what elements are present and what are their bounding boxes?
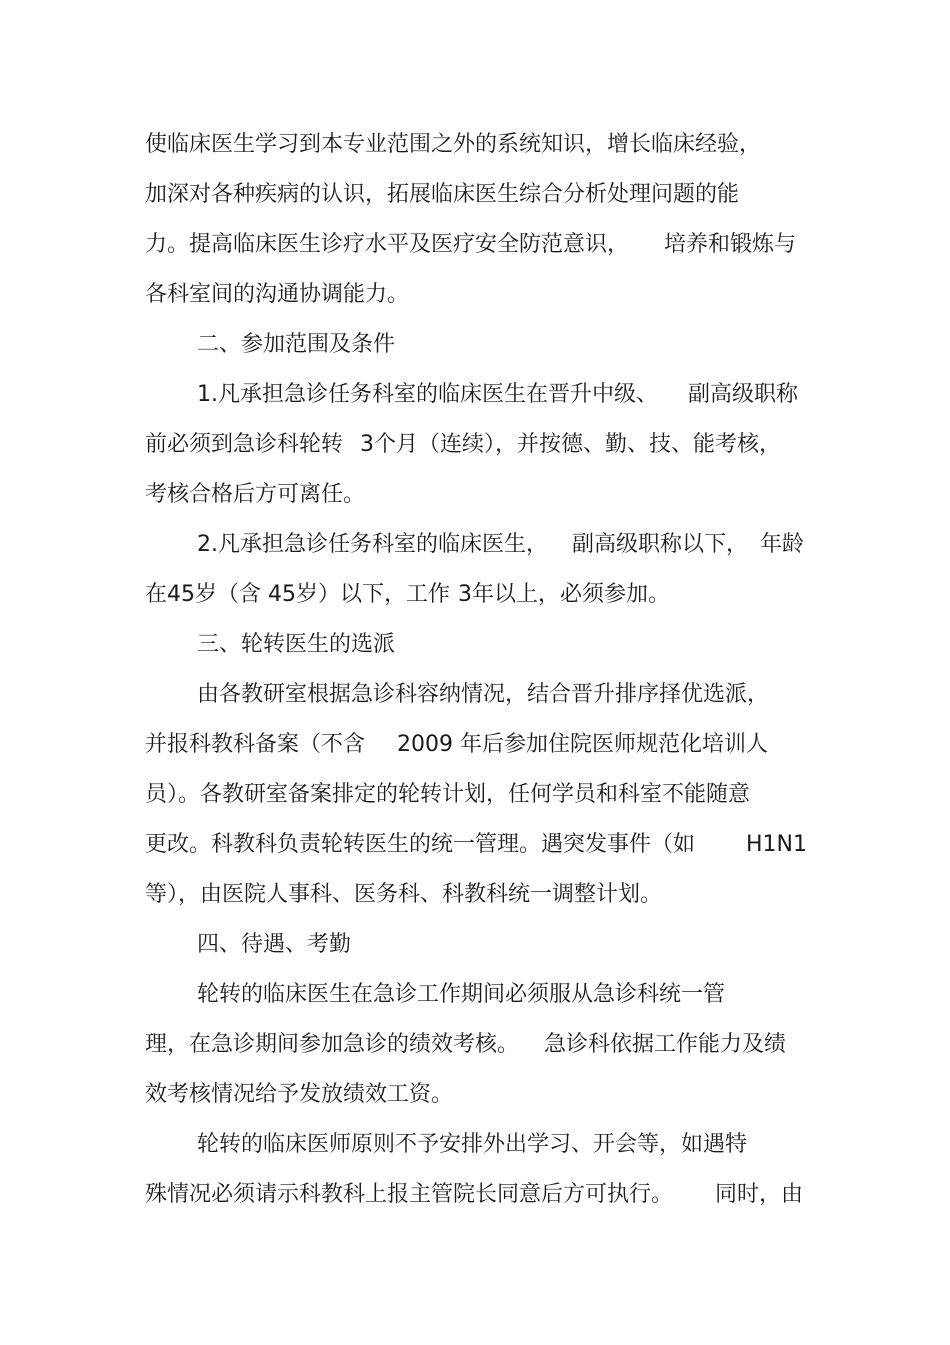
text-run: 前必须到急诊科轮转 [145, 432, 344, 457]
text-run: 同时，由 [715, 1182, 804, 1207]
text-line [0, 880, 950, 910]
text-run: H1N1 [746, 832, 807, 857]
text-run: 急诊科依据工作能力及绩 [544, 1032, 787, 1057]
text-run: 2009 年后参加住院医师规范化培训人 [397, 732, 768, 757]
text-run: 副高级职称 [688, 382, 799, 407]
text-line [0, 1030, 950, 1060]
text-line [0, 730, 950, 760]
text-run: 力。提高临床医生诊疗水平及医疗安全防范意识， [145, 232, 630, 257]
text-run: 在45岁（含 45岁）以下，工作 [145, 582, 450, 607]
text-run: 各科室间的沟通协调能力。 [145, 282, 410, 307]
section-heading [0, 630, 950, 660]
text-line [0, 230, 950, 260]
text-run: 由各教研室根据急诊科容纳情况，结合晋升排序择优选派， [197, 682, 770, 707]
text-line [0, 1180, 950, 1210]
text-line [0, 480, 950, 510]
text-run: 二、参加范围及条件 [197, 332, 396, 357]
text-line [0, 530, 950, 560]
text-run: 副高级职称以下， [572, 532, 749, 557]
text-line [0, 430, 950, 460]
text-line [0, 1080, 950, 1110]
text-run: 培养和锻炼与 [664, 232, 797, 257]
text-run: 3年以上，必须参加。 [458, 582, 670, 607]
text-run: 三、轮转医生的选派 [197, 632, 396, 657]
text-run: 员）。各教研室备案排定的轮转计划，任何学员和科室不能随意 [145, 782, 751, 807]
text-run: 并报科教科备案（不含 [145, 732, 366, 757]
text-run: 加深对各种疾病的认识，拓展临床医生综合分析处理问题的能 [145, 182, 740, 207]
text-line [0, 280, 950, 310]
text-run: 轮转的临床医生在急诊工作期间必须服从急诊科统一管 [197, 982, 726, 1007]
text-line [0, 830, 950, 860]
text-run: 效考核情况给予发放绩效工资。 [145, 1082, 454, 1107]
text-line [0, 1130, 950, 1160]
text-run: 1.凡承担急诊任务科室的临床医生在晋升中级、 [197, 382, 658, 407]
text-line [0, 380, 950, 410]
section-heading [0, 330, 950, 360]
text-line [0, 130, 950, 160]
text-run: 考核合格后方可离任。 [145, 482, 366, 507]
text-run: 2.凡承担急诊任务科室的临床医生， [197, 532, 548, 557]
text-line [0, 680, 950, 710]
section-heading [0, 930, 950, 960]
text-run: 四、待遇、考勤 [197, 932, 352, 957]
text-line [0, 980, 950, 1010]
text-run: 更改。科教科负责轮转医生的统一管理。遇突发事件（如 [145, 832, 696, 857]
text-run: 等），由医院人事科、医务科、科教科统一调整计划。 [145, 882, 663, 907]
text-line [0, 580, 950, 610]
text-run: 3个月（连续），并按德、勤、技、能考核， [360, 432, 781, 457]
text-run: 轮转的临床医师原则不予安排外出学习、开会等，如遇特 [197, 1132, 748, 1157]
text-run: 殊情况必须请示科教科上报主管院长同意后方可执行。 [145, 1182, 674, 1207]
text-run: 年龄 [760, 532, 805, 557]
text-line [0, 180, 950, 210]
text-run: 理，在急诊期间参加急诊的绩效考核。 [145, 1032, 520, 1057]
text-line [0, 780, 950, 810]
text-run: 使临床医生学习到本专业范围之外的系统知识，增长临床经验， [145, 132, 762, 157]
